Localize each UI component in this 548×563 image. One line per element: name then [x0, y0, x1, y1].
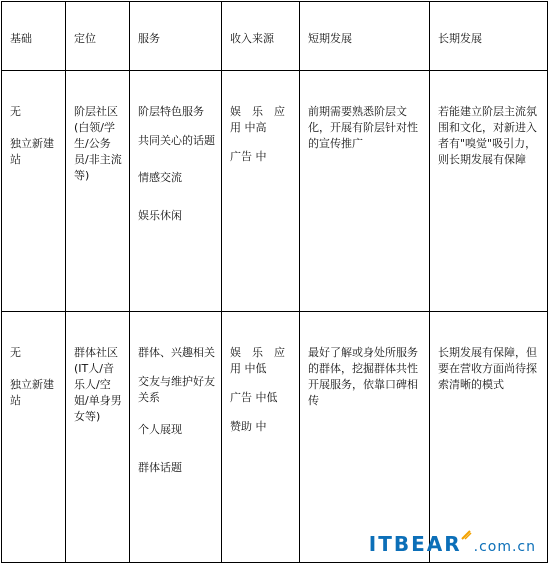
header-cell-short-term [300, 2, 430, 71]
income-cell [222, 71, 300, 312]
long-term-cell [430, 312, 548, 563]
short-term-cell [300, 71, 430, 312]
service-item: 群体、兴趣相关 [138, 346, 215, 359]
income-item: 娱 乐 应用 中高 [230, 105, 285, 134]
spark-icon [460, 529, 472, 541]
header-row [2, 2, 548, 71]
basis-text: 无 [10, 105, 21, 118]
watermark-brand: ITBEAR [368, 532, 462, 556]
position-text: 群体社区(IT人/音乐人/空姐/单身男女等) [74, 346, 122, 423]
header-cell-basis [2, 2, 66, 71]
position-cell [66, 312, 130, 563]
income-cell [222, 312, 300, 563]
watermark-suffix: .com.cn [473, 539, 536, 555]
service-item: 情感交流 [138, 171, 182, 184]
header-cell-services [130, 2, 222, 71]
header-position: 定位 [74, 32, 96, 45]
header-cell-position [66, 2, 130, 71]
header-services: 服务 [138, 32, 160, 45]
service-item: 阶层特色服务 [138, 105, 204, 118]
service-item: 个人展现 [138, 423, 182, 436]
long-term-text: 长期发展有保障，但要在营收方面尚待探索清晰的模式 [438, 346, 537, 391]
position-cell [66, 71, 130, 312]
services-cell [130, 312, 222, 563]
position-text: 阶层社区(白领/学生/公务员/非主流等) [74, 105, 122, 182]
service-item: 共同关心的话题 [138, 134, 215, 147]
basis-text: 无 [10, 346, 21, 359]
header-cell-long-term [430, 2, 548, 71]
header-short-term: 短期发展 [308, 32, 352, 45]
business-model-table [1, 1, 548, 563]
services-cell [130, 71, 222, 312]
service-item: 群体话题 [138, 461, 182, 474]
short-term-text: 前期需要熟悉阶层文化，开展有阶层针对性的宣传推广 [308, 105, 418, 150]
short-term-text: 最好了解或身处所服务的群体，挖掘群体共性开展服务，依靠口碑相传 [308, 346, 418, 407]
basis-cell [2, 71, 66, 312]
income-item: 广告 中低 [230, 391, 278, 404]
header-cell-income [222, 2, 300, 71]
basis-text: 独立新建站 [10, 137, 54, 166]
income-item: 广告 中 [230, 150, 267, 163]
table-row [2, 71, 548, 312]
table-row [2, 312, 548, 563]
short-term-cell [300, 312, 430, 563]
income-item: 赞助 中 [230, 420, 267, 433]
service-item: 娱乐休闲 [138, 209, 182, 222]
basis-text: 独立新建站 [10, 378, 54, 407]
income-item: 娱 乐 应用 中低 [230, 346, 285, 375]
basis-cell [2, 312, 66, 563]
header-income: 收入来源 [230, 32, 274, 45]
header-long-term: 长期发展 [438, 32, 482, 45]
long-term-cell [430, 71, 548, 312]
service-item: 交友与维护好友关系 [138, 375, 215, 404]
header-basis: 基础 [10, 32, 32, 45]
itbear-watermark [369, 532, 536, 556]
long-term-text: 若能建立阶层主流氛围和文化，对新进入者有"嗅觉"吸引力，则长期发展有保障 [438, 105, 537, 166]
